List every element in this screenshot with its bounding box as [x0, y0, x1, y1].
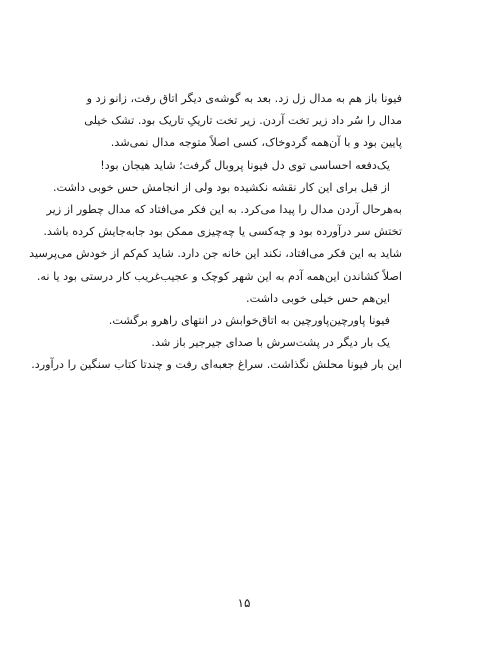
- text-line: یک‌دفعه احساسی توی دل فیونا پروبال گرفت؛ شاید هیجان بود!: [100, 158, 390, 172]
- text-line: به‌هرحال آردن مدال را پیدا می‌کرد. به این فکر می‌افتاد که مدال چطور از زیر: [46, 202, 402, 216]
- text-line: مدال را سُر داد زیر تخت آردن. زیر تخت تاریکِ تاریک بود. تشک خیلی: [84, 114, 402, 128]
- text-line: این بار فیونا محلش نگذاشت. سراغ جعبه‌ای رفت و چندتا کتاب سنگین را درآورد.: [31, 358, 402, 372]
- text-line: فیونا باز هم به مدال زل زد. بعد به گوشه‌ی دیگر اتاق رفت، زانو زد و: [86, 92, 402, 105]
- text-line: پایین بود و با آن‌همه گردوخاک، کسی اصلاً متوجه مدال نمی‌شد.: [110, 136, 402, 150]
- text-line: این‌هم حس خیلی خوبی داشت.: [246, 291, 390, 305]
- text-line: یک بار دیگر در پشت‌سرش با صدای جیرجیر باز شد.: [151, 336, 390, 350]
- text-line: از قبل برای این کار نقشه نکشیده بود ولی از انجامش حس خوبی داشت.: [52, 180, 390, 194]
- text-line: شاید به این فکر می‌افتاد، نکند این خانه جن دارد. شاید کم‌کم از خودش می‌پرسید: [29, 247, 402, 261]
- text-line: تختش سر درآورده بود و چه‌کسی یا چه‌چیزی ممکن بود جابه‌جایش کرده باشد.: [43, 225, 402, 239]
- text-line: اصلاً کشاندن این‌همه آدم به این شهر کوچک و عجیب‌غریب کار درستی بود یا نه.: [36, 269, 402, 283]
- page-number: ۱۵: [237, 596, 251, 610]
- text-line: فیونا پاورچین‌پاورچین به اتاق‌خوابش در انتهای راهرو برگشت.: [108, 313, 390, 327]
- body-text: [29, 88, 402, 376]
